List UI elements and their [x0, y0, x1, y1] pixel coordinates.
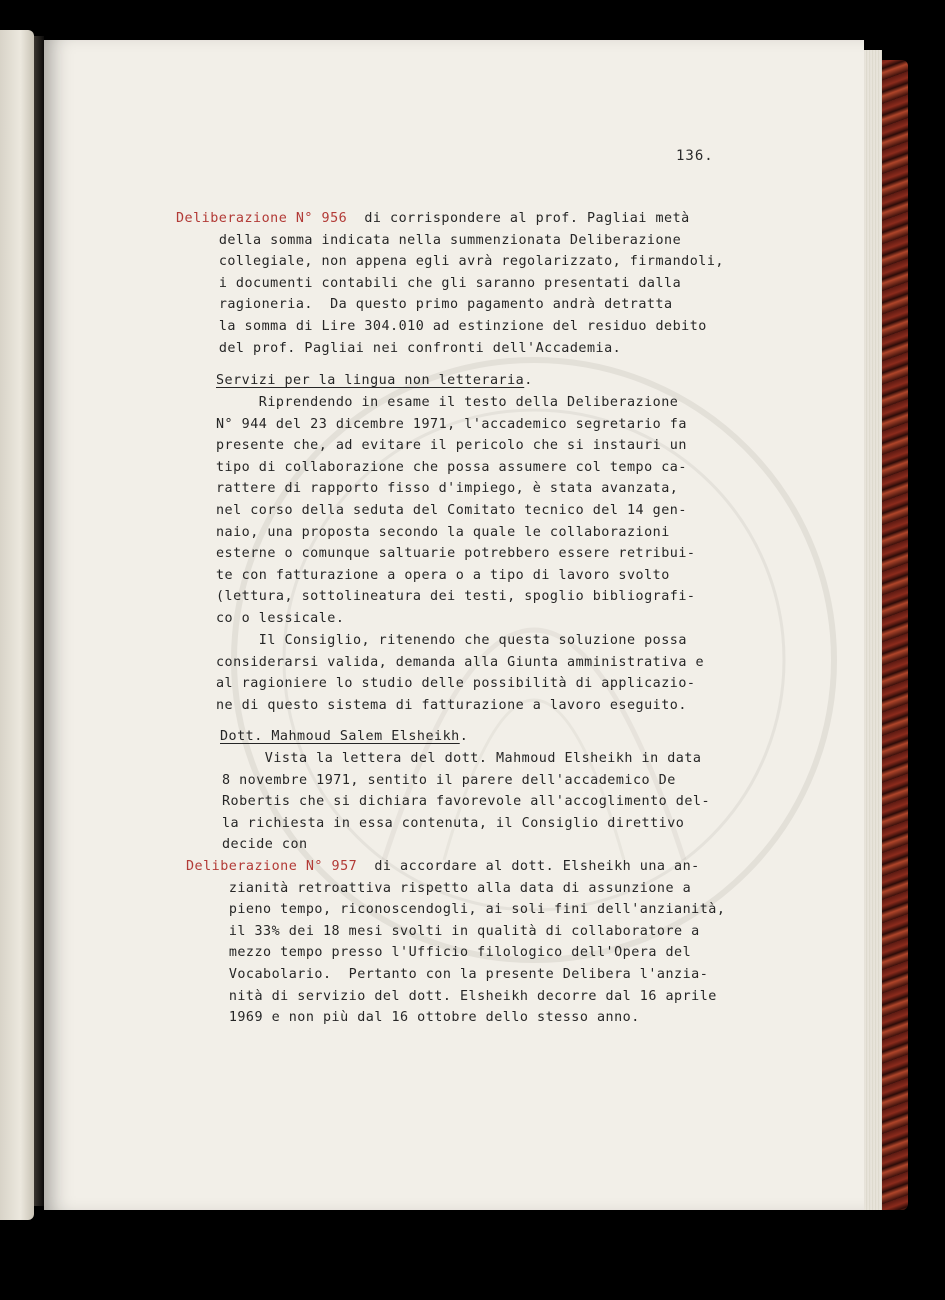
- text-line: di corrispondere al prof. Pagliai metà: [347, 211, 690, 226]
- text-line: Riprendendo in esame il testo della Deliberazione: [216, 395, 679, 410]
- deliberation-957-block: [186, 856, 725, 1029]
- text-line: Robertis che si dichiara favorevole all'accoglimento del-: [222, 794, 711, 810]
- text-line: co o lessicale.: [216, 610, 345, 626]
- section-elsheikh-heading-end: .: [459, 729, 469, 744]
- document-page: [44, 40, 864, 1210]
- text-line: rattere di rapporto fisso d'impiego, è stata avanzata,: [216, 481, 679, 497]
- text-line: Vista la lettera del dott. Mahmoud Elsheikh in data: [222, 751, 702, 766]
- section-elsheikh-heading: Dott. Mahmoud Salem Elsheikh: [220, 729, 460, 744]
- text-line: considerarsi valida, demanda alla Giunta amministrativa e: [216, 654, 705, 670]
- text-line: zianità retroattiva rispetto alla data di assunzione a: [228, 880, 692, 896]
- text-line: del prof. Pagliai nei confronti dell'Accademia.: [218, 340, 622, 356]
- text-line: pieno tempo, riconoscendogli, ai soli fini dell'anzianità,: [228, 902, 726, 918]
- deliberation-956-label: Deliberazione N° 956: [176, 211, 348, 226]
- text-line: Vocabolario. Pertanto con la presente Delibera l'anzia-: [228, 966, 709, 982]
- text-line: Il Consiglio, ritenendo che questa soluzione possa: [216, 633, 687, 648]
- facing-page-edge: [0, 30, 34, 1220]
- text-line: nel corso della seduta del Comitato tecnico del 14 gen-: [216, 502, 687, 518]
- section-elsheikh-paragraph: [222, 748, 710, 856]
- section-elsheikh-heading-line: [220, 726, 468, 748]
- text-line: al ragioniere lo studio delle possibilità di applicazio-: [216, 676, 696, 692]
- text-line: la somma di Lire 304.010 ad estinzione del residuo debito: [218, 318, 707, 334]
- text-line: della somma indicata nella summenzionata Deliberazione: [218, 232, 682, 248]
- section-servizi-heading-end: .: [524, 373, 533, 388]
- text-line: nità di servizio del dott. Elsheikh decorre dal 16 aprile: [228, 988, 717, 1004]
- section-servizi-heading: Servizi per la lingua non letteraria: [216, 373, 525, 388]
- text-line: 8 novembre 1971, sentito il parere dell'accademico De: [222, 772, 676, 788]
- text-line: 1969 e non più dal 16 ottobre dello stesso anno.: [228, 1010, 640, 1026]
- book-gutter: [34, 36, 44, 1206]
- deliberation-957-label: Deliberazione N° 957: [186, 859, 358, 874]
- deliberation-956-block: [176, 208, 724, 359]
- section-servizi-paragraph-1: [216, 392, 695, 630]
- text-line: mezzo tempo presso l'Ufficio filologico dell'Opera del: [228, 945, 692, 961]
- page-number: 136.: [676, 148, 714, 164]
- text-line: di accordare al dott. Elsheikh una an-: [357, 859, 700, 874]
- section-servizi-paragraph-2: [216, 630, 704, 716]
- page-stack-edge: [862, 50, 882, 1210]
- text-line: collegiale, non appena egli avrà regolarizzato, firmandoli,: [218, 254, 724, 270]
- text-line: esterne o comunque saltuarie potrebbero essere retribui-: [216, 546, 696, 562]
- text-line: il 33% dei 18 mesi svolti in qualità di collaboratore a: [228, 923, 700, 939]
- text-line: naio, una proposta secondo la quale le collaborazioni: [216, 524, 670, 540]
- text-line: i documenti contabili che gli saranno presentati dalla: [218, 275, 682, 291]
- text-line: decide con: [222, 837, 308, 853]
- text-line: N° 944 del 23 dicembre 1971, l'accademico segretario fa: [216, 416, 687, 432]
- text-line: te con fatturazione a opera o a tipo di lavoro svolto: [216, 567, 670, 583]
- text-line: ne di questo sistema di fatturazione a lavoro eseguito.: [216, 697, 687, 713]
- text-line: ragioneria. Da questo primo pagamento andrà detratta: [218, 297, 673, 313]
- text-line: la richiesta in essa contenuta, il Consiglio direttivo: [222, 815, 685, 831]
- text-line: tipo di collaborazione che possa assumere col tempo ca-: [216, 459, 687, 475]
- section-servizi-heading-line: [216, 370, 533, 392]
- text-line: (lettura, sottolineatura dei testi, spoglio bibliografi-: [216, 589, 696, 605]
- text-line: presente che, ad evitare il pericolo che si instauri un: [216, 438, 687, 454]
